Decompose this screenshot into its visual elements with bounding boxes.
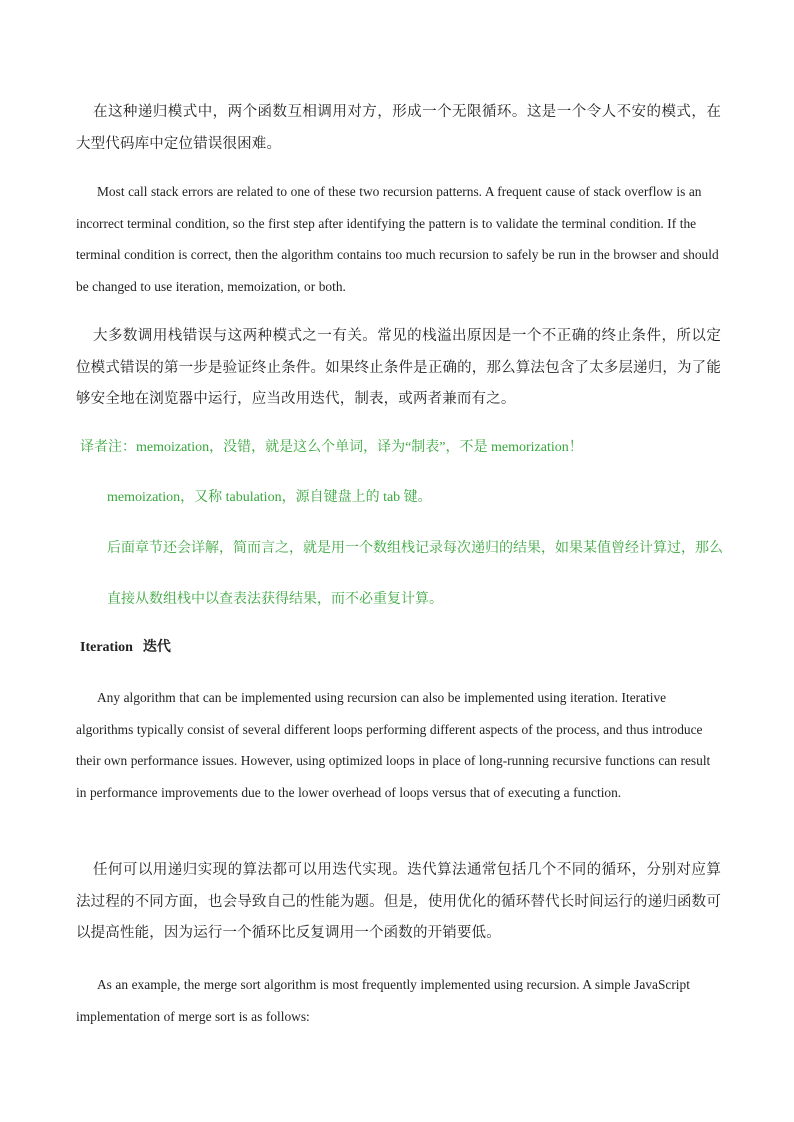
paragraph-en-iteration: Any algorithm that can be implemented using recursion can also be implemented using iteration. Iterative algorithms typically consist of several different loops performing different aspects of the process, and thus introduce their own performance issues. However, using optimized loops in place of long-running recursive functions can result in performance improvements due to the lower overhead of loops versus that of executing a function. xyxy=(76,690,711,800)
heading-en: Iteration xyxy=(80,640,133,655)
paragraph-zh-mutual-recursion: 在这种递归模式中，两个函数互相调用对方，形成一个无限循环。这是一个令人不安的模式，在大型代码库中定位错误很困难。 xyxy=(76,104,721,152)
paragraph-zh-call-stack-errors: 大多数调用栈错误与这两种模式之一有关。常见的栈溢出原因是一个不正确的终止条件，所以定位模式错误的第一步是验证终止条件。如果终止条件是正确的，那么算法包含了太多层递归，为了能够安全地在浏览器中运行，应当改用迭代，制表，或两者兼而有之。 xyxy=(76,328,721,407)
section-heading-iteration xyxy=(80,638,171,658)
translator-note-line-2: memoization，又称 tabulation，源自键盘上的 tab 键。 xyxy=(107,490,432,505)
translator-note-line-4: 直接从数组栈中以查表法获得结果，而不必重复计算。 xyxy=(107,592,443,607)
paragraph-en-merge-sort xyxy=(76,969,721,1032)
paragraph-en-call-stack-errors: Most call stack errors are related to one of these two recursion patterns. A frequent cause of stack overflow is an incorrect terminal condition, so the first step after identifying the pattern is to validate the terminal condition. If the terminal condition is correct, then the algorithm contains too much recursion to safely be run in the browser and should be changed to use iteration, memoization, or both. xyxy=(76,184,719,294)
translator-note-line-1: 译者注：memoization，没错，就是这么个单词，译为“制表”，不是 memorization！ xyxy=(80,440,583,455)
merge-sort-line-1: As an example, the merge sort algorithm is most frequently implemented using recursion. A simple JavaScript xyxy=(97,977,690,992)
merge-sort-line-2: implementation of merge sort is as follows: xyxy=(76,1008,310,1024)
heading-zh: 迭代 xyxy=(142,640,171,655)
translator-note-line-3: 后面章节还会详解，简而言之，就是用一个数组栈记录每次递归的结果，如果某值曾经计算过，那么 xyxy=(107,541,723,556)
paragraph-zh-iteration: 任何可以用递归实现的算法都可以用迭代实现。迭代算法通常包括几个不同的循环，分别对应算法过程的不同方面，也会导致自己的性能为题。但是，使用优化的循环替代长时间运行的递归函数可以提高性能，因为运行一个循环比反复调用一个函数的开销要低。 xyxy=(76,862,721,941)
